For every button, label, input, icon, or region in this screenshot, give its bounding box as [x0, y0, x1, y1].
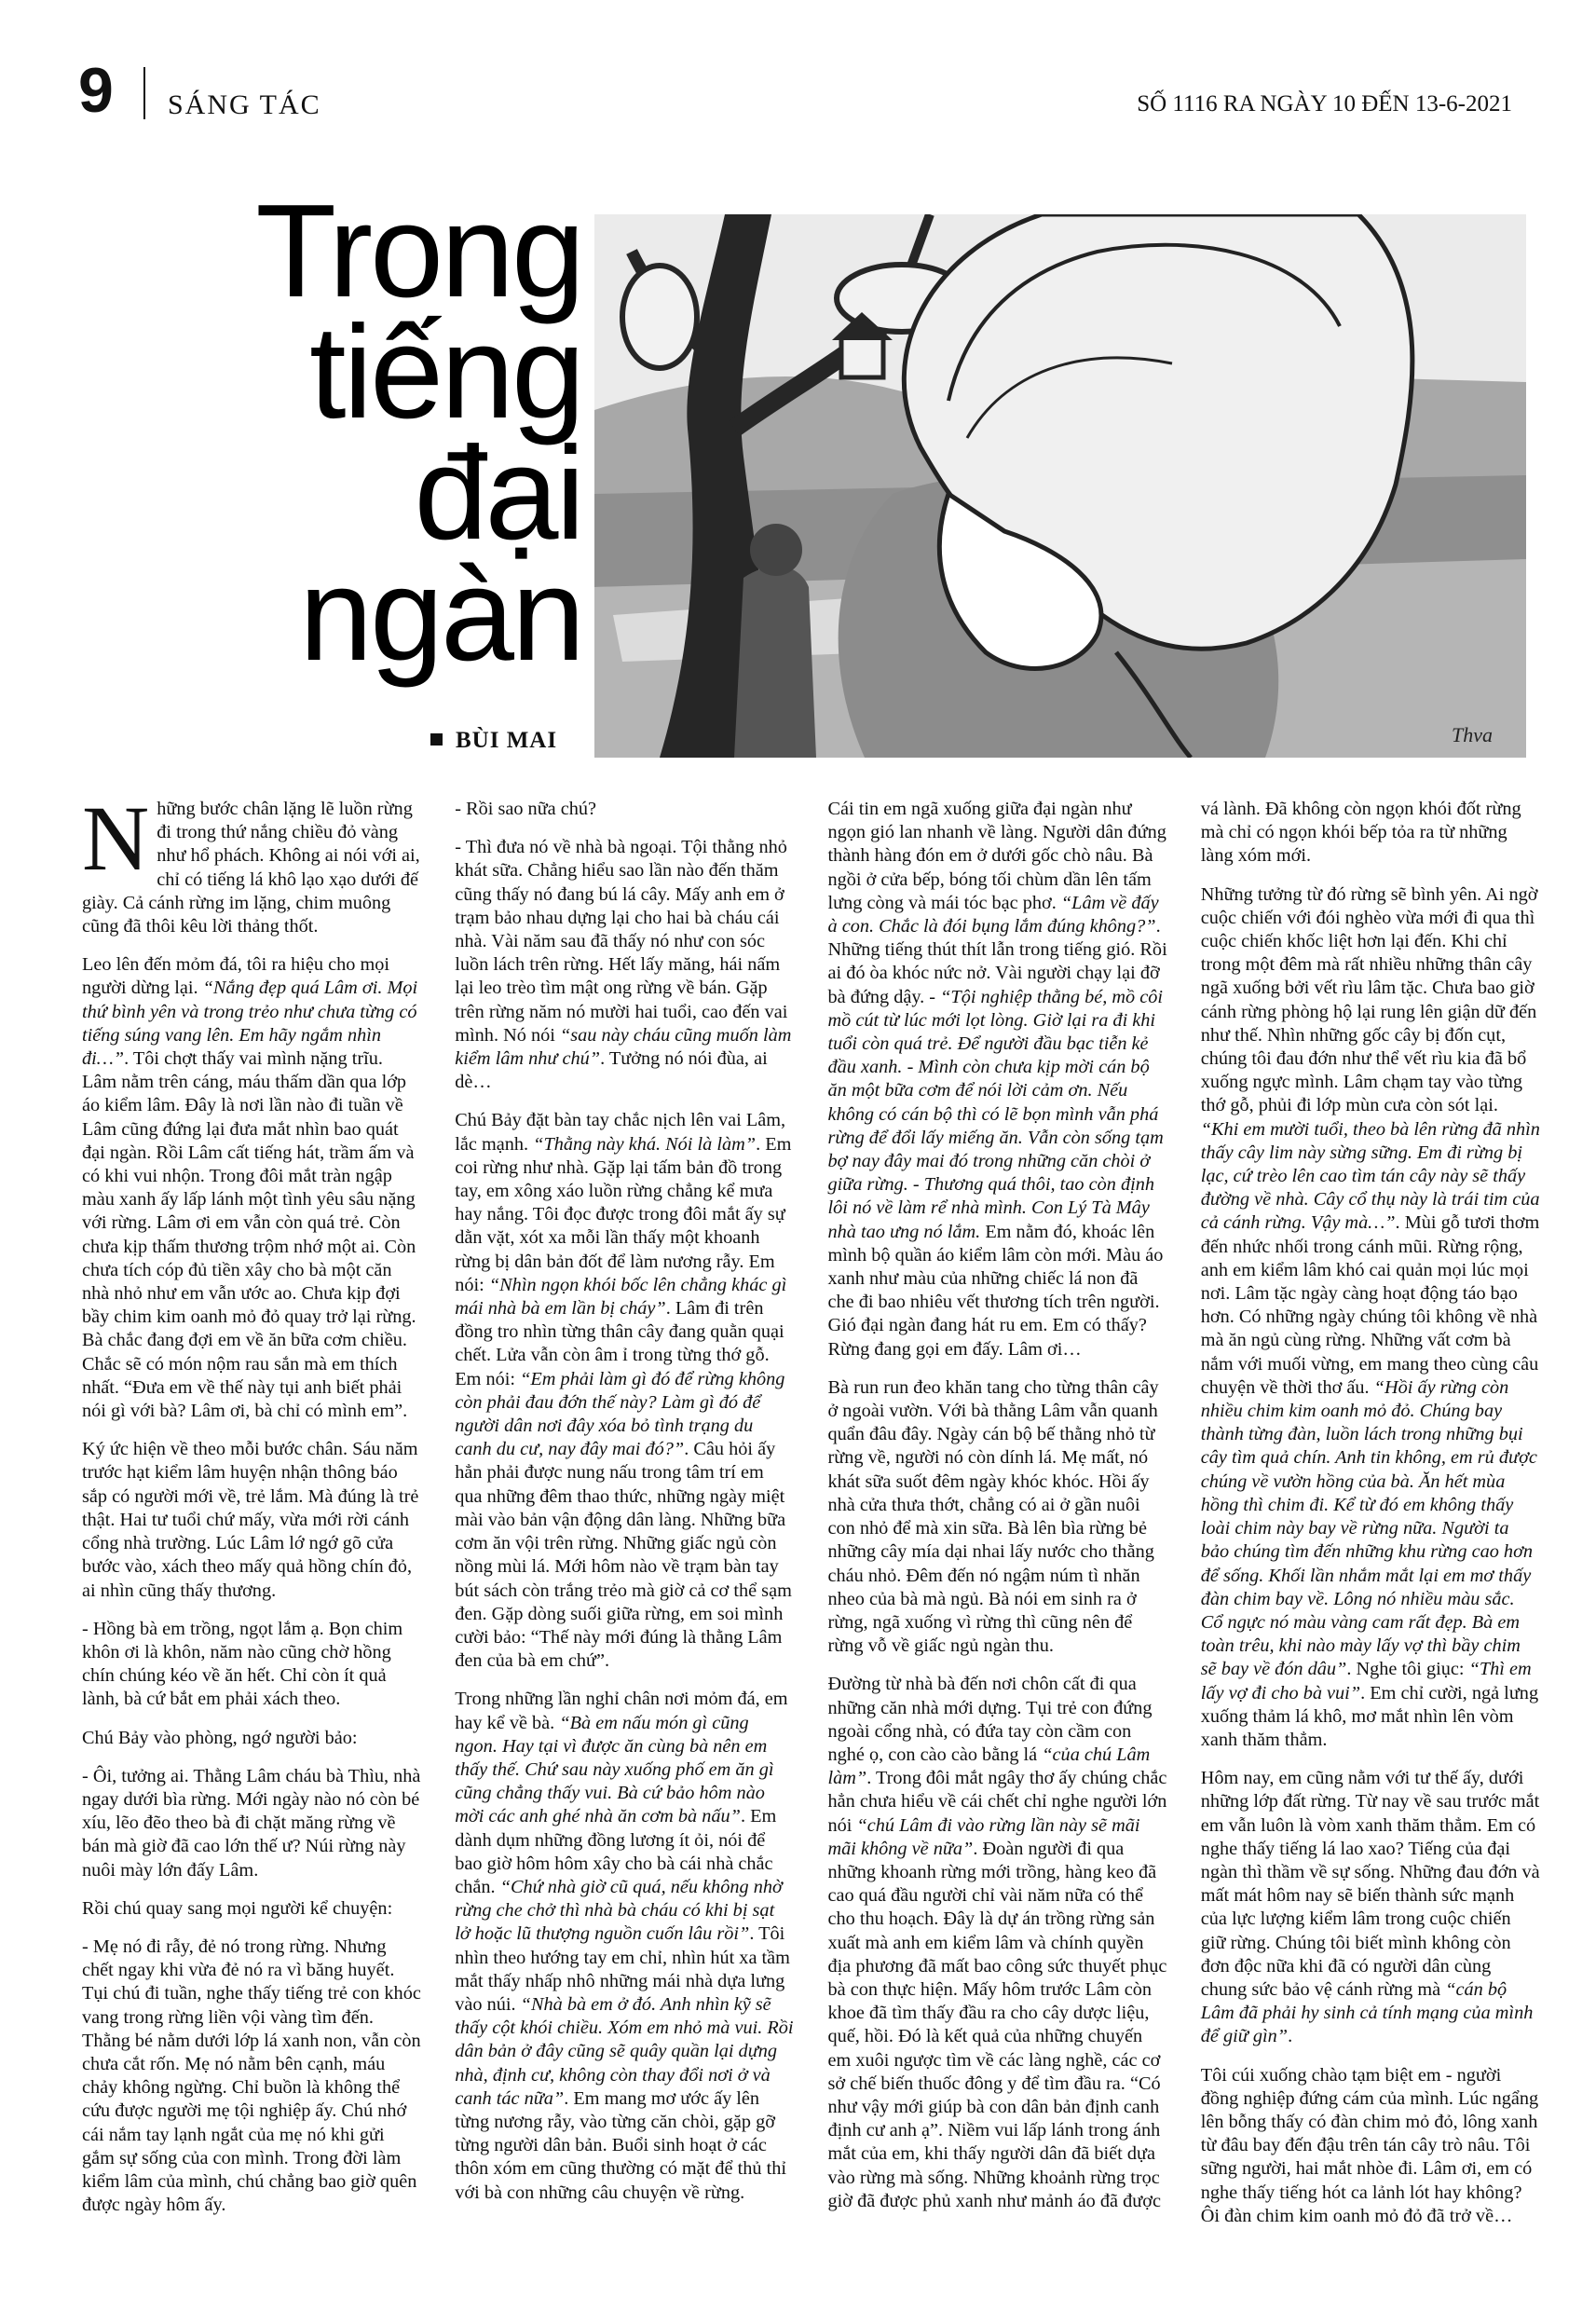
text-run: “Thì em lấy vợ đi cho bà vui”: [1200, 1659, 1532, 1703]
text-run: . Mùi gỗ tươi thơm đến nhức nhối trong cánh mũi. Rừng rộng, anh em kiểm lâm khó cai quản mọi lúc mọi nơi. Lâm tặc ngày càng hoạt động táo bạo hơn. Có những ngày chúng tôi không về nhà mà ăn ngủ cùng rừng. Những vất cơm bà nắm với muối vừng, em mang theo cùng câu chuyện về thời thơ ấu.: [1200, 1212, 1540, 1398]
text-run: “cán bộ Lâm đã phải hy sinh cả tính mạng của mình để giữ gìn”: [1200, 1978, 1534, 2047]
text-run: “Nắng đẹp quá Lâm ơi. Mọi thứ bình yên và trong trẻo như chưa từng có tiếng súng vang lên. Em hãy ngắm nhìn đi…”: [82, 978, 418, 1070]
text-run: “Hồi ấy rừng còn nhiều chim kim oanh mỏ đỏ. Chúng bay thành từng đàn, luồn lách trong những bụi cây tìm quả chín. Anh tin không, em rủ được chúng về vườn hồng của bà. Ăn hết mùa hồng thì chim đi. Kể từ đó em không thấy loài chim này bay về rừng nữa. Người ta bảo chúng tìm đến những khu rừng cao hơn để sống. Khối lần nhắm mắt lại em mơ thấy đàn chim bay về. Lông nó nhiều màu sắc. Cổ ngực nó màu vàng cam rất đẹp. Bà em toàn trêu, khi nào mày lấy vợ thì bầy chim sẽ bay về đón dâu”: [1200, 1376, 1537, 1680]
header-divider: [143, 67, 145, 119]
article-paragraph: [82, 1897, 421, 1921]
text-run: Chú Bảy vào phòng, ngớ người bảo:: [82, 1727, 358, 1748]
text-run: . Lâm đi trên đồng tro nhìn từng thân cây đang quằn quại chết. Lửa vẫn còn âm ỉ trong từng thớ gỗ. Em nói:: [455, 1298, 784, 1389]
title-line: ngàn: [299, 540, 582, 689]
article-paragraph: [455, 1109, 794, 1673]
article-paragraph: [1201, 1767, 1540, 2048]
text-run: . Đoàn người đi qua những khoanh rừng mới trồng, hàng keo đã cao quá đầu người chỉ vài năm nữa có thể cho thu hoạch. Đây là dự án trồng rừng sản xuất mà anh em kiểm lâm và chính quyền địa phương đã mất bao công sức thuyết phục bà con thực hiện. Mấy hôm trước Lâm còn khoe đã tìm thấy đầu ra cho cây dược liệu, quế, hồi. Đó là kết quả của những chuyến em xuôi ngược tìm về các làng nghề, các cơ sở chế biến thuốc đông y để tìm đầu ra. “Có như vậy mới giúp bà con dân bản định canh định cư anh ạ”. Niềm vui lấp lánh trong ánh mắt của em, khi thấy người dân đã biết dựa vào rừng mà sống. Những khoảnh rừng trọc giờ đã được phủ xanh như mảnh áo đã được vá lành. Đã không còn ngọn khói đốt rừng mà chỉ có ngọn khói bếp tỏa ra từ những làng xóm mới.: [827, 799, 1521, 2211]
article-paragraph: [455, 1688, 794, 2204]
issue-info: SỐ 1116 RA NGÀY 10 ĐẾN 13-6-2021: [1137, 91, 1512, 116]
text-run: “Nhà bà em ở đó. Anh nhìn kỹ sẽ thấy cột khói chiều. Xóm em nhỏ mà vui. Rồi dân bản ở đây cũng sẽ quây quần lại dựng nhà, định cư, không còn thay đổi nơi ở và canh tác nữa”: [455, 1993, 794, 2109]
text-run: Leo lên đến mỏm đá, tôi ra hiệu cho mọi người dừng lại.: [82, 954, 390, 999]
author-name: BÙI MAI: [456, 728, 558, 753]
text-run: “Thằng này khá. Nói là làm”: [533, 1133, 757, 1155]
article-paragraph: [1201, 2064, 1540, 2228]
section-name: SÁNG TÁC: [168, 89, 321, 120]
text-run: “Chứ nhà giờ cũ quá, nếu không nhờ rừng che chở thì nhà bà cháu có khi bị sạt lở hoặc lũ thượng nguồn cuốn lâu rồi”: [455, 1876, 783, 1945]
text-run: .: [1288, 2026, 1293, 2047]
text-run: -: [902, 1057, 919, 1078]
article-paragraph: [828, 798, 1167, 1361]
text-run: “của chú Lâm làm”: [827, 1744, 1151, 1789]
drop-cap: N: [82, 787, 150, 890]
text-run: “Khi em mười tuổi, theo bà lên rừng đã nhìn thấy cây lim này sừng sững. Em đi rừng bị lạc, cứ trèo lên cao tìm tán cây này sẽ thấy đường về nhà. Cây cổ thụ này là trái tim của cả cánh rừng. Vậy mà…”: [1200, 1118, 1540, 1234]
text-run: “chú Lâm đi vào rừng lần này sẽ mãi mãi không về nữa”: [827, 1814, 1140, 1859]
text-run: . Tưởng nó nói đùa, ai dè…: [455, 1048, 768, 1093]
article-body: [82, 787, 1540, 2233]
article-paragraph: [82, 953, 421, 1423]
text-run: Em nằm đó, khoác lên mình bộ quần áo kiểm lâm còn mới. Màu áo xanh như màu của những chiếc lá non đã che đi bao nhiêu vết thương tích trên người. Gió đại ngàn đang hát ru em. Em có thấy? Rừng đang gọi em đấy. Lâm ơi…: [827, 1221, 1164, 1360]
text-run: . Em coi rừng như nhà. Gặp lại tấm bản đồ trong tay, em xông xáo luồn rừng chẳng kể mưa hay nắng. Tôi đọc được trong đôi mắt ấy sự dằn vặt, xót xa mỗi lần thấy một khoanh rừng bị dân bản đốt để làm nương rẫy. Em nói:: [455, 1133, 792, 1295]
text-run: Chú Bảy đặt bàn tay chắc nịch lên vai Lâm, lắc mạnh.: [455, 1110, 786, 1155]
page-header: [78, 55, 1512, 126]
text-run: - Hồng bà em trồng, ngọt lắm ạ. Bọn chim khôn ơi là khôn, năm nào cũng chờ hồng chín chúng kéo về ăn hết. Chỉ còn ít quả lành, bà cứ bắt em phải xách theo.: [82, 1618, 403, 1710]
text-run: . Nghe tôi giục:: [1346, 1659, 1469, 1680]
text-run: “Tội nghiệp thằng bé, mồ côi mồ cút từ lúc mới lọt lòng. Giờ lại ra đi khi tuổi còn quá trẻ. Để người đầu bạc tiễn kẻ đầu xanh.: [827, 986, 1163, 1078]
text-run: Mình còn chưa kịp mời cán bộ ăn một bữa cơm để nói lời cảm ơn. Nếu không có cán bộ thì có lẽ bọn mình vẫn phá rừng để đổi lấy miếng ăn. Vẫn còn sống tạm bợ nay đây mai đó trong những căn chòi ở giữa rừng.: [827, 1057, 1164, 1196]
text-run: . Câu hỏi ấy hẳn phải được nung nấu trong tâm trí em qua những đêm thao thức, những ngày miệt mài vào bản vận động dân làng. Những bữa cơm ăn vội trên rừng. Những giấc ngủ còn nồng mùi lá. Mới hôm nào về trạm bàn tay bút sách còn trắng trẻo mà giờ cả cơ thể sạm đen. Gặp dòng suối giữa rừng, em soi mình cười bảo: “Thế này mới đúng là thằng Lâm đen của bà em chứ”.: [455, 1439, 792, 1672]
article-paragraph: [1201, 883, 1540, 1753]
text-run: hững bước chân lặng lẽ luồn rừng đi trong thứ nắng chiều đỏ vàng như hổ phách. Không ai nói với ai, chỉ có tiếng lá khô lạo xạo dưới đế giày. Cả cánh rừng im lặng, chim muông cũng đã thôi kêu lời thảng thốt.: [82, 799, 420, 937]
article-paragraph: [82, 787, 421, 938]
text-run: Ký ức hiện về theo mỗi bước chân. Sáu năm trước hạt kiểm lâm huyện nhận thông báo sắp có người mới về, trẻ lắm. Mà đúng là trẻ thật. Hai tư tuổi chứ mấy, vừa mới rời cánh cổng nhà trường. Lúc Lâm lớ ngớ gõ cửa bước vào, xách theo mấy quả hồng chín đỏ, ai nhìn cũng thấy thương.: [82, 1439, 419, 1601]
text-run: Rồi chú quay sang mọi người kể chuyện:: [82, 1897, 393, 1919]
page-number: 9: [78, 55, 114, 126]
text-run: -: [907, 1174, 924, 1196]
bullet-square-icon: [430, 733, 443, 746]
text-run: Bà run run đeo khăn tang cho từng thân cây ở ngoài vườn. Với bà thằng Lâm vẫn quanh quẩn đâu đây. Ngày cán bộ bế thằng nhỏ từ rừng về, người nó còn dính lá. Mẹ mất, nó khát sữa suốt đêm ngày khóc khóc. Hồi ấy nhà cửa thưa thớt, chẳng có ai ở gần nuôi con nhỏ để mà xin sữa. Bà lên bìa rừng bẻ những cây mía dại nhai lấy nước cho thằng cháu nhỏ. Đêm đến nó ngậm núm tì nhăn nheo của bà mà ngủ. Bà nói em sinh ra ở rừng, ngã xuống vì rừng thì cũng nên để rừng vỗ về giấc ngủ ngàn thu.: [827, 1376, 1159, 1657]
text-run: . Những tiếng thút thít lẫn trong tiếng gió. Rồi ai đó òa khóc nức nở. Vài người chạy lại đỡ bà đứng dậy. -: [827, 916, 1167, 1007]
text-run: - Mẹ nó đi rẫy, đẻ nó trong rừng. Nhưng chết ngay khi vừa đẻ nó ra vì băng huyết. Tụi chú đi tuần, nghe thấy tiếng trẻ con khóc vang trong rừng liền vội vàng tìm đến. Thằng bé nằm dưới lớp lá xanh non, vẫn còn chưa cắt rốn. Mẹ nó nằm bên cạnh, máu chảy không ngừng. Chỉ buồn là không thể cứu được người mẹ tội nghiệp ấy. Chú nhớ cái nắm tay lạnh ngắt của mẹ nó khi gửi gắm sự sống của con mình. Trong đời làm kiểm lâm của mình, chú chẳng bao giờ quên được ngày hôm ấy.: [82, 1936, 421, 2216]
title-line: tiếng: [309, 298, 582, 446]
article-paragraph: [82, 1936, 421, 2217]
title-line: đại: [414, 419, 582, 568]
article-paragraph: [82, 1618, 421, 1712]
text-run: Hôm nay, em cũng nằm với tư thế ấy, dưới những lớp đất rừng. Từ nay về sau trước mắt em vẫn luôn là vòm xanh thăm thẳm. Em có nghe thấy tiếng lá lao xao? Tiếng của đại ngàn thì thầm về sự sống. Những đau đớn và mất mát hôm nay sẽ biến thành sức mạnh của lực lượng kiểm lâm trong cuộc chiến giữ rừng. Chúng tôi biết mình không còn đơn độc nữa khi đã có người dân cùng chung sức bảo vệ cánh rừng mà: [1200, 1768, 1540, 2000]
article-paragraph: [828, 1376, 1167, 1658]
text-run: Những tưởng từ đó rừng sẽ bình yên. Ai ngờ cuộc chiến với đói nghèo vừa mới đi qua thì cuộc chiến khốc liệt hơn lại đến. Khi chỉ trong một đêm mà rất nhiều những thân cây ngã xuống bởi vết rìu lâm tặc. Chưa bao giờ cánh rừng phòng hộ lại rung lên giận dữ đến như thế. Nhìn những gốc cây bị đốn cụt, chúng tôi đau đớn như thể vết rìu kia đã bổ xuống ngực mình. Lâm chạm tay vào từng thớ gỗ, phủi đi lớp mùn cưa còn sót lại.: [1200, 883, 1538, 1116]
text-run: - Ôi, tưởng ai. Thằng Lâm cháu bà Thìu, nhà ngay dưới bìa rừng. Mới ngày nào nó còn bé xíu, lẽo đẽo theo bà đi chặt măng rừng về bán mà giờ đã cao lớn thế ư? Núi rừng này nuôi mày lớn đấy Lâm.: [82, 1765, 421, 1881]
text-run: Trong những lần nghỉ chân nơi mỏm đá, em hay kể về bà.: [455, 1689, 788, 1733]
author-byline: [430, 728, 557, 754]
text-run: Cái tin em ngã xuống giữa đại ngàn như ngọn gió lan nhanh về làng. Người dân đứng thành hàng đón em ở dưới gốc chò nâu. Bà ngồi ở cửa bếp, bóng tối chùm dần lên tấm lưng còng và mái tóc bạc phơ.: [827, 799, 1166, 913]
text-run: - Thì đưa nó về nhà bà ngoại. Tội thằng nhỏ khát sữa. Chẳng hiểu sao lần nào đến thăm cũng thấy nó đang bú lá cây. Mấy anh em ở trạm bảo nhau dựng lại cho hai bà cháu cái nhà. Vài năm sau đã thấy nó như con sóc luồn lách trên rừng. Hết lấy măng, hái nấm lại leo trèo tìm mật ong rừng về bán. Gặp trên rừng năm nó mười hai tuổi, cao đến vai mình. Nó nói: [455, 837, 788, 1046]
text-run: Đường từ nhà bà đến nơi chôn cất đi qua những căn nhà mới dựng. Tụi trẻ con đứng ngoài cổng nhà, có đứa tay còn cầm con nghé ọ, con cào cào bằng lá: [827, 1674, 1153, 1765]
article-title: [158, 177, 582, 689]
text-run: - Rồi sao nữa chú?: [455, 799, 597, 819]
text-run: . Trong đôi mắt ngây thơ ấy chúng chắc hẳn chưa hiểu về cái chết chỉ nghe người lớn nói: [827, 1768, 1167, 1836]
text-run: . Tôi nhìn theo hướng tay em chỉ, nhìn hút xa tầm mắt thấy nhấp nhô những mái nhà dựa lưng vào núi.: [455, 1923, 790, 2015]
text-run: “sau này cháu cũng muốn làm kiểm lâm như chú”: [455, 1024, 792, 1070]
article-paragraph: [455, 836, 794, 1094]
title-line: Trong: [255, 177, 582, 325]
text-run: . Em chỉ cười, ngả lưng xuống thảm lá khô, mơ mắt nhìn lên vòm xanh thăm thẳm.: [1200, 1682, 1539, 1750]
text-run: . Tôi chợt thấy vai mình nặng trĩu. Lâm nằm trên cáng, máu thấm dần qua lớp áo kiểm lâm. Đây là nơi lần nào đi tuần về Lâm cũng đứng lại đưa mắt nhìn bao quát đại ngàn. Rồi Lâm cất tiếng hát, trầm ấm và có khi vui nhộn. Trong đôi mắt tràn ngập màu xanh ấy lấp lánh một tình yêu sâu nặng với rừng. Lâm ơi em vẫn còn quá trẻ. Còn chưa kịp thấm thương trộm nhớ một ai. Còn chưa tích cóp đủ tiền xây cho bà một căn nhà nhỏ như em vẫn ước ao. Chưa kịp đợi bầy chim kim oanh mỏ đỏ quay trở lại rừng. Bà chắc đang đợi em về ăn bữa cơm chiều. Chắc sẽ có món nộm rau sắn mà em thích nhất. “Đưa em về thế này tụi anh biết phải nói gì với bà? Lâm ơi, bà chỉ có mình em”.: [82, 1048, 416, 1422]
text-run: “Lâm về đấy à con. Chắc là đói bụng lắm đúng không?”: [827, 892, 1159, 937]
text-run: “Em phải làm gì đó để rừng không còn phải đau đớn thế này? Làm gì đó để người dân nơi đây xóa bỏ tình trạng du canh du cư, nay đây mai đó?”: [455, 1368, 785, 1460]
article-paragraph: [82, 1727, 421, 1750]
text-run: “Nhìn ngọn khói bốc lên chẳng khác gì mái nhà bà em lần bị cháy”: [455, 1274, 787, 1320]
illustration-signature: Thva: [1452, 723, 1493, 746]
article-paragraph: [82, 1438, 421, 1602]
article-illustration: [594, 214, 1526, 758]
text-run: . Em mang mơ ước ấy lên từng nương rẫy, vào từng căn chòi, gặp gỡ từng người dân bản. Buổi sinh hoạt ở các thôn xóm em cũng thường có mặt để thủ thỉ với bà con những câu chuyện về rừng.: [455, 2087, 786, 2203]
text-run: “Bà em nấu món gì cũng ngon. Hay tại vì được ăn cùng bà nên em thấy thế. Chứ sau này xuống phố em ăn gì cũng chẳng thấy vui. Bà cứ bảo hôm nào mời các anh ghé nhà ăn cơm bà nấu”: [455, 1712, 774, 1827]
article-paragraph: [455, 798, 794, 821]
text-run: . Em dành dụm những đồng lương ít ỏi, nói để bao giờ hôm hôm xây cho bà cái nhà chắc chắn.: [455, 1806, 777, 1897]
text-run: Tôi cúi xuống chào tạm biệt em - người đồng nghiệp đứng cám của mình. Lúc ngẩng lên bỗng thấy có đàn chim mỏ đỏ, lông xanh từ đâu bay đến đậu trên tán cây trò nâu. Tôi sững người, hai mắt nhòe đi. Lâm ơi, em có nghe thấy tiếng hót ca lảnh lót hay không? Ôi đàn chim kim oanh mỏ đỏ đã trở về…: [1200, 2064, 1539, 2226]
text-run: Thương quá thôi, tao còn định lôi nó về làm rể nhà mình. Con Lý Tà Mây nhà tao ưng nó lắm.: [827, 1174, 1155, 1242]
article-paragraph: [82, 1765, 421, 1882]
